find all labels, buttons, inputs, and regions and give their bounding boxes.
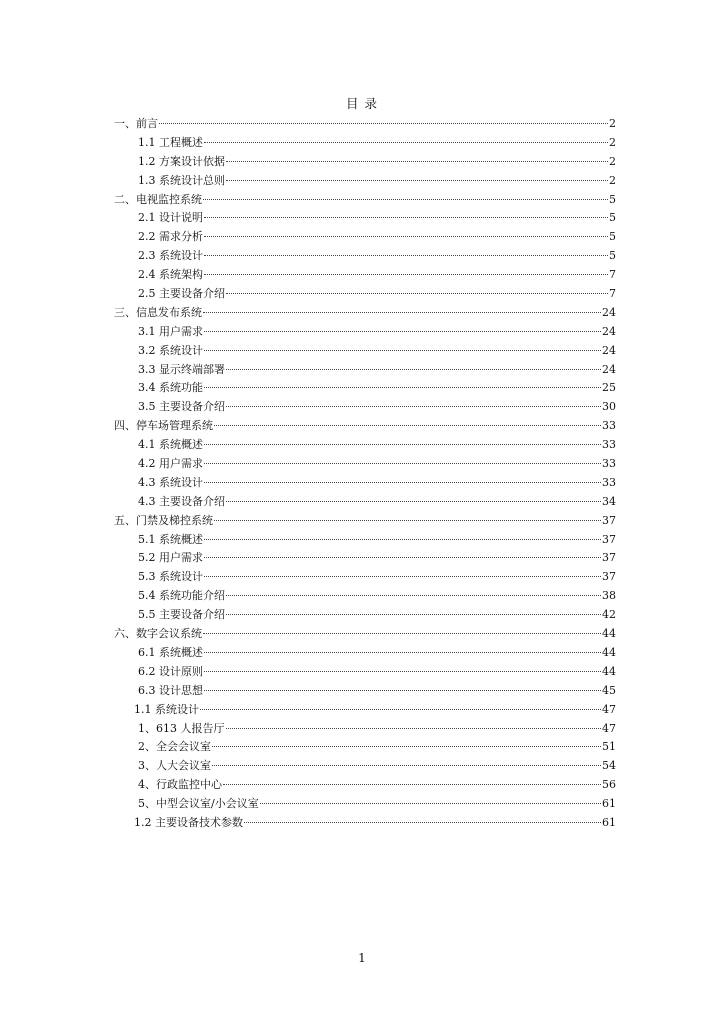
toc-entry-label: 4.3 主要设备介绍	[138, 494, 225, 508]
toc-entry[interactable]	[114, 247, 616, 266]
toc-entry-page: 2	[609, 117, 616, 130]
page-number: 1	[358, 951, 366, 965]
toc-entry[interactable]	[114, 172, 616, 191]
toc-entry-page: 5	[609, 211, 616, 225]
toc-entry-label: 6.2 设计原则	[138, 664, 203, 678]
toc-entry-page: 33	[602, 457, 616, 471]
toc-entry-page: 2	[609, 154, 616, 168]
toc-entry[interactable]	[114, 379, 616, 398]
toc-entry-label: 2.4 系统架构	[138, 268, 203, 282]
toc-entry[interactable]	[114, 153, 616, 172]
toc-entry-label: 2.3 系统设计	[138, 249, 203, 263]
toc-entry-page: 37	[602, 570, 616, 584]
toc-entry-page: 37	[602, 551, 616, 565]
toc-entry-label: 4.3 系统设计	[138, 475, 203, 489]
toc-dot-leader	[212, 745, 601, 747]
toc-title: 目 录	[346, 96, 378, 111]
toc-entry-label: 六、数字会议系统	[114, 627, 202, 641]
toc-entry-label: 3.5 主要设备介绍	[138, 400, 225, 414]
toc-entry-label: 四、停车场管理系统	[114, 419, 213, 433]
toc-entry-page: 37	[602, 532, 616, 546]
toc-entry-label: 5.3 系统设计	[138, 570, 203, 584]
toc-entry[interactable]	[114, 776, 616, 795]
toc-entry[interactable]	[114, 568, 616, 587]
toc-entry-page: 42	[602, 608, 616, 622]
toc-dot-leader	[212, 764, 601, 766]
toc-entry-label: 2、全会会议室	[138, 740, 211, 754]
toc-dot-leader	[204, 651, 601, 653]
toc-entry-page: 33	[602, 475, 616, 489]
toc-entry-label: 1.3 系统设计总则	[138, 173, 225, 187]
toc-entry[interactable]	[114, 720, 616, 739]
toc-dot-leader	[260, 802, 601, 804]
toc-entry-page: 33	[602, 419, 616, 433]
toc-entry-label: 3.4 系统功能	[138, 381, 203, 395]
toc-entry-label: 2.2 需求分析	[138, 230, 203, 244]
toc-entry[interactable]	[114, 304, 616, 323]
toc-dot-leader	[204, 443, 601, 445]
toc-entry-page: 2	[609, 135, 616, 149]
toc-entry[interactable]	[114, 285, 616, 304]
toc-entry-page: 45	[602, 683, 616, 697]
toc-entry-page: 24	[602, 305, 616, 319]
toc-entry[interactable]	[114, 209, 616, 228]
toc-entry[interactable]	[114, 417, 616, 436]
toc-entry-label: 4、行政监控中心	[138, 778, 222, 792]
toc-dot-leader	[203, 198, 608, 200]
toc-entry-label: 1、613 人报告厅	[138, 721, 225, 735]
toc-entry[interactable]	[114, 512, 616, 531]
toc-dot-leader	[226, 613, 601, 615]
toc-entry-label: 2.1 设计说明	[138, 211, 203, 225]
toc-dot-leader	[204, 216, 608, 218]
toc-dot-leader	[204, 254, 608, 256]
toc-entry-page: 51	[602, 740, 616, 754]
toc-entry-page: 30	[602, 400, 616, 414]
toc-entry-page: 44	[602, 645, 616, 659]
toc-dot-leader	[226, 727, 602, 729]
toc-entry-label: 一、前言	[114, 117, 158, 130]
toc-entry[interactable]	[114, 342, 616, 361]
toc-entry-label: 5.2 用户需求	[138, 551, 203, 565]
toc-entry-page: 24	[602, 324, 616, 338]
toc-entry[interactable]	[114, 701, 616, 720]
toc-dot-leader	[226, 292, 608, 294]
toc-entry-page: 33	[602, 438, 616, 452]
toc-entry[interactable]	[114, 549, 616, 568]
toc-dot-leader	[226, 405, 601, 407]
toc-entry-label: 6.3 设计思想	[138, 683, 203, 697]
toc-entry[interactable]	[114, 644, 616, 663]
toc-entry-page: 25	[602, 381, 616, 395]
toc-entry-page: 37	[602, 513, 616, 527]
toc-entry-label: 三、信息发布系统	[114, 305, 202, 319]
toc-dot-leader	[226, 160, 608, 162]
toc-entry-label: 5.5 主要设备介绍	[138, 608, 225, 622]
toc-entry-page: 5	[609, 230, 616, 244]
toc-entry-label: 1.1 系统设计	[134, 702, 199, 716]
toc-entry-label: 3.2 系统设计	[138, 343, 203, 357]
toc-dot-leader	[226, 368, 601, 370]
toc-entry-label: 1.1 工程概述	[138, 135, 203, 149]
toc-entry[interactable]	[114, 323, 616, 342]
toc-entry[interactable]	[114, 757, 616, 776]
toc-entry-label: 5.1 系统概述	[138, 532, 203, 546]
toc-entry-label: 5、中型会议室/小会议室	[138, 797, 259, 811]
toc-dot-leader	[204, 330, 601, 332]
toc-entry-label: 1.2 主要设备技术参数	[134, 815, 243, 829]
toc-dot-leader	[204, 575, 601, 577]
toc-entry-page: 47	[602, 702, 616, 716]
toc-entry[interactable]	[114, 191, 616, 210]
toc-entry-page: 2	[609, 173, 616, 187]
toc-dot-leader	[204, 386, 601, 388]
toc-entry-page: 24	[602, 343, 616, 357]
toc-entry[interactable]	[114, 134, 616, 153]
toc-dot-leader	[204, 670, 601, 672]
toc-entry-label: 4.1 系统概述	[138, 438, 203, 452]
toc-dot-leader	[214, 424, 601, 426]
toc-entry-label: 3.3 显示终端部署	[138, 362, 225, 376]
toc-dot-leader	[204, 273, 608, 275]
toc-dot-leader	[203, 632, 601, 634]
toc-entry-label: 3、人大会议室	[138, 759, 211, 773]
toc-entry-page: 56	[602, 778, 616, 792]
toc-entry-page: 34	[602, 494, 616, 508]
toc-entry-label: 二、电视监控系统	[114, 192, 202, 206]
toc-dot-leader	[159, 122, 608, 124]
toc-entry[interactable]	[114, 587, 616, 606]
toc-dot-leader	[204, 556, 601, 558]
toc-dot-leader	[204, 689, 601, 691]
toc-entry-page: 44	[602, 664, 616, 678]
toc-entry-page: 5	[609, 249, 616, 263]
toc-entry[interactable]	[114, 398, 616, 417]
toc-entry-page: 61	[602, 815, 616, 829]
toc-dot-leader	[226, 594, 601, 596]
toc-entry-label: 6.1 系统概述	[138, 645, 203, 659]
toc-entry-label: 5.4 系统功能介绍	[138, 589, 225, 603]
toc-dot-leader	[244, 821, 601, 823]
toc-entry-page: 5	[609, 192, 616, 206]
toc-entry-page: 38	[602, 589, 616, 603]
toc-dot-leader	[214, 519, 601, 521]
toc-entry[interactable]	[114, 436, 616, 455]
toc-entry[interactable]	[114, 625, 616, 644]
toc-entry[interactable]	[114, 682, 616, 701]
toc-entry[interactable]	[114, 115, 616, 134]
toc-dot-leader	[204, 538, 601, 540]
toc-dot-leader	[203, 311, 601, 313]
toc-entry[interactable]	[114, 738, 616, 757]
toc-dot-leader	[204, 462, 601, 464]
toc-dot-leader	[223, 783, 601, 785]
toc-entry[interactable]	[114, 493, 616, 512]
toc-entry-page: 7	[609, 268, 616, 282]
toc-entry-label: 1.2 方案设计依据	[138, 154, 225, 168]
toc-entry[interactable]	[114, 531, 616, 550]
toc-entry[interactable]	[114, 795, 616, 814]
toc-entry-page: 44	[602, 627, 616, 641]
toc-dot-leader	[226, 500, 601, 502]
toc-dot-leader	[200, 708, 601, 710]
toc-entry-label: 五、门禁及梯控系统	[114, 513, 213, 527]
toc-dot-leader	[204, 235, 608, 237]
toc-entry-page: 47	[602, 721, 616, 735]
toc-dot-leader	[226, 179, 608, 181]
toc-entry-page: 24	[602, 362, 616, 376]
toc-entry[interactable]	[114, 228, 616, 247]
toc-entry[interactable]	[114, 814, 616, 833]
toc-entry[interactable]	[114, 266, 616, 285]
toc-entry-label: 4.2 用户需求	[138, 457, 203, 471]
toc-entry[interactable]	[114, 606, 616, 625]
toc-dot-leader	[204, 141, 608, 143]
toc-entry[interactable]	[114, 663, 616, 682]
toc-entry[interactable]	[114, 455, 616, 474]
toc-entry-page: 61	[602, 797, 616, 811]
toc-entry[interactable]	[114, 361, 616, 380]
toc-entry-label: 3.1 用户需求	[138, 324, 203, 338]
toc-list	[114, 115, 616, 833]
toc-dot-leader	[204, 349, 601, 351]
toc-entry-page: 54	[602, 759, 616, 773]
toc-entry[interactable]	[114, 474, 616, 493]
toc-entry-page: 7	[609, 287, 616, 301]
toc-entry-label: 2.5 主要设备介绍	[138, 287, 225, 301]
toc-dot-leader	[204, 481, 601, 483]
